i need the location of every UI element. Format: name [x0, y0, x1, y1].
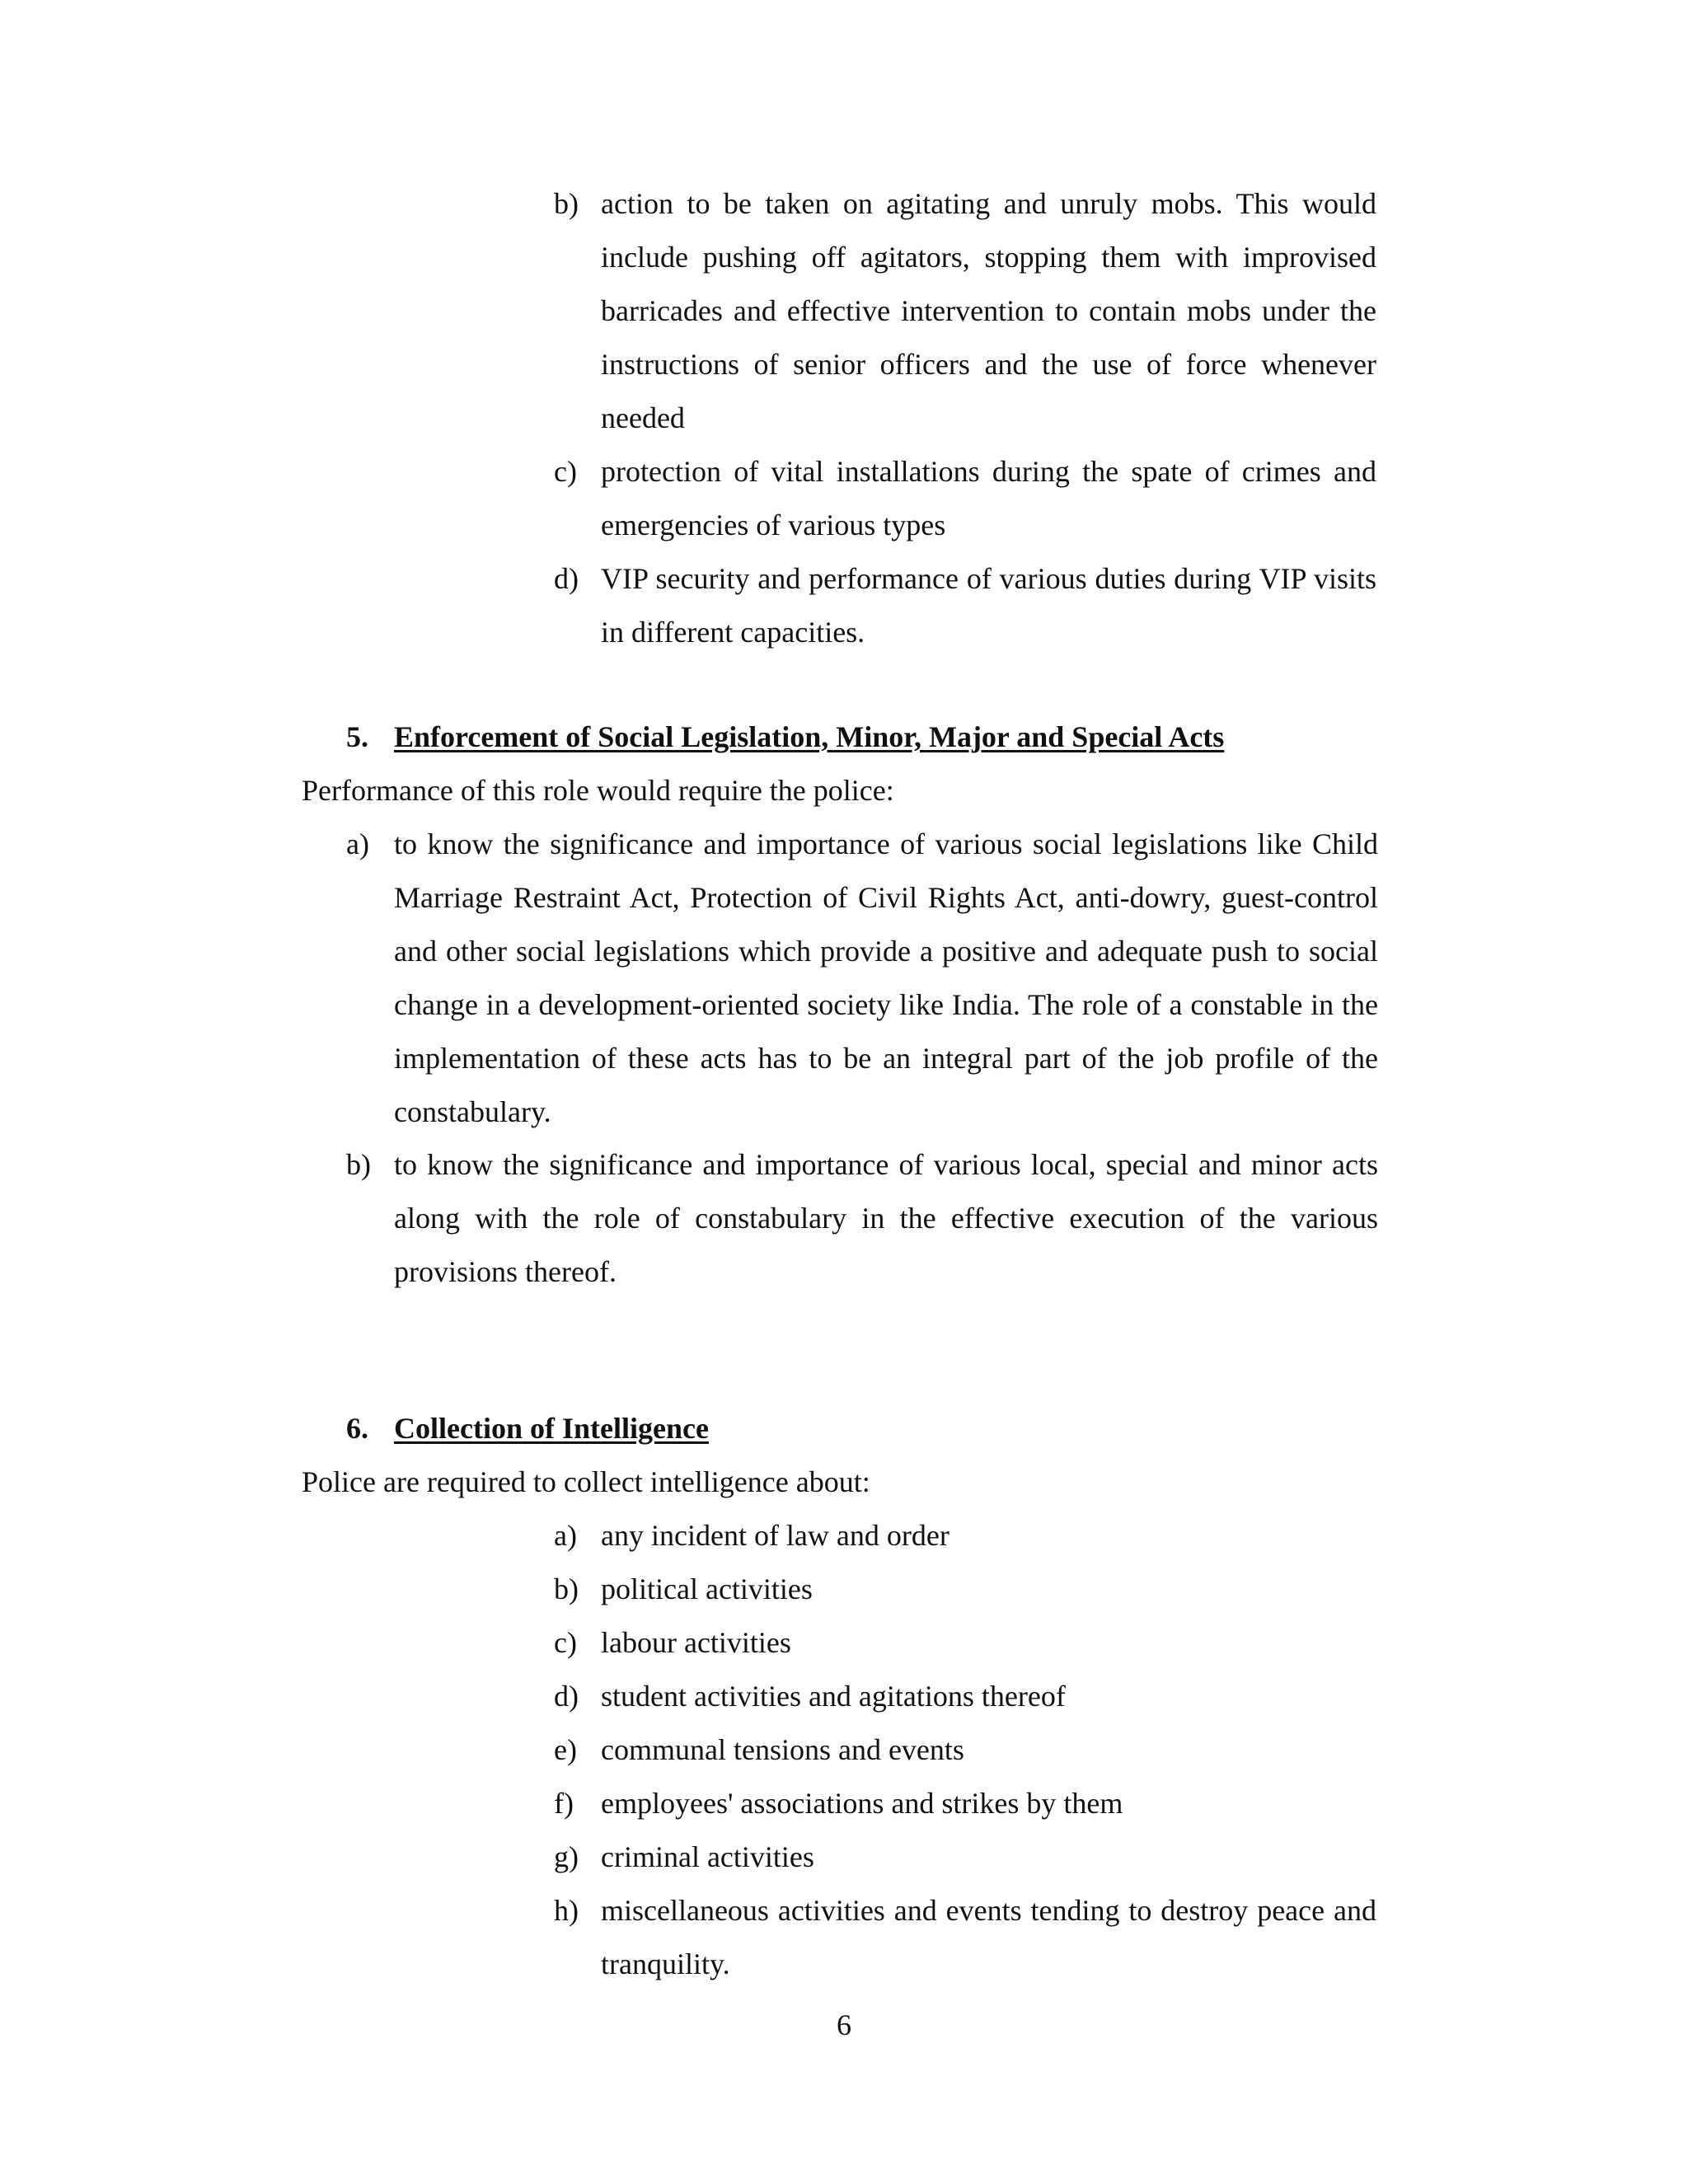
list-marker: g)	[554, 1840, 579, 1873]
section-title: Enforcement of Social Legislation, Minor, Major and Special Acts	[394, 720, 1225, 753]
list-item-text: to know the significance and importance of various local, special and minor acts along with the role of constabulary in the effective execution of the various provisions thereof.	[394, 1148, 1378, 1288]
list-item-text: protection of vital installations during the spate of crimes and emergencies of various types	[601, 455, 1376, 541]
page-number: 6	[837, 2008, 851, 2041]
list-item-text: any incident of law and order	[601, 1519, 950, 1552]
list-item-text: student activities and agitations thereof	[601, 1680, 1066, 1713]
list-marker: c)	[554, 455, 577, 488]
list-item-text: employees' associations and strikes by them	[601, 1787, 1123, 1820]
section-number: 6.	[346, 1412, 368, 1445]
list-marker: h)	[554, 1894, 579, 1927]
list-marker: c)	[554, 1626, 577, 1659]
list-marker: b)	[346, 1148, 371, 1181]
list-item-text: VIP security and performance of various duties during VIP visits in different capacities.	[601, 562, 1376, 649]
list-item-text: communal tensions and events	[601, 1733, 964, 1766]
list-marker: b)	[554, 1572, 579, 1605]
list-marker: f)	[554, 1787, 574, 1820]
list-marker: a)	[346, 827, 369, 860]
section-number: 5.	[346, 720, 368, 753]
list-marker: d)	[554, 1680, 579, 1713]
list-marker: d)	[554, 562, 579, 595]
section-intro: Police are required to collect intelligence about:	[302, 1465, 870, 1498]
list-item-text: to know the significance and importance of various social legislations like Child Marriage Restraint Act, Protection of Civil Rights Act, anti-dowry, guest-control and other social legislations which provide a positive and adequate push to social change in a development-oriented society like India. The role of a constable in the implementation of these acts has to be an integral part of the job profile of the constabulary.	[394, 827, 1378, 1128]
section-title: Collection of Intelligence	[394, 1412, 709, 1445]
list-item-text: political activities	[601, 1572, 813, 1605]
list-marker: b)	[554, 187, 579, 220]
list-marker: e)	[554, 1733, 577, 1766]
list-item-text: miscellaneous activities and events tending to destroy peace and tranquility.	[601, 1894, 1376, 1980]
list-item-text: criminal activities	[601, 1840, 814, 1873]
list-marker: a)	[554, 1519, 577, 1552]
list-item-text: action to be taken on agitating and unruly mobs. This would include pushing off agitators, stopping them with improvised barricades and effective intervention to contain mobs under the instructions of senior officers and the use of force whenever needed	[601, 187, 1376, 434]
section-intro: Performance of this role would require the police:	[302, 774, 894, 807]
list-item-text: labour activities	[601, 1626, 791, 1659]
